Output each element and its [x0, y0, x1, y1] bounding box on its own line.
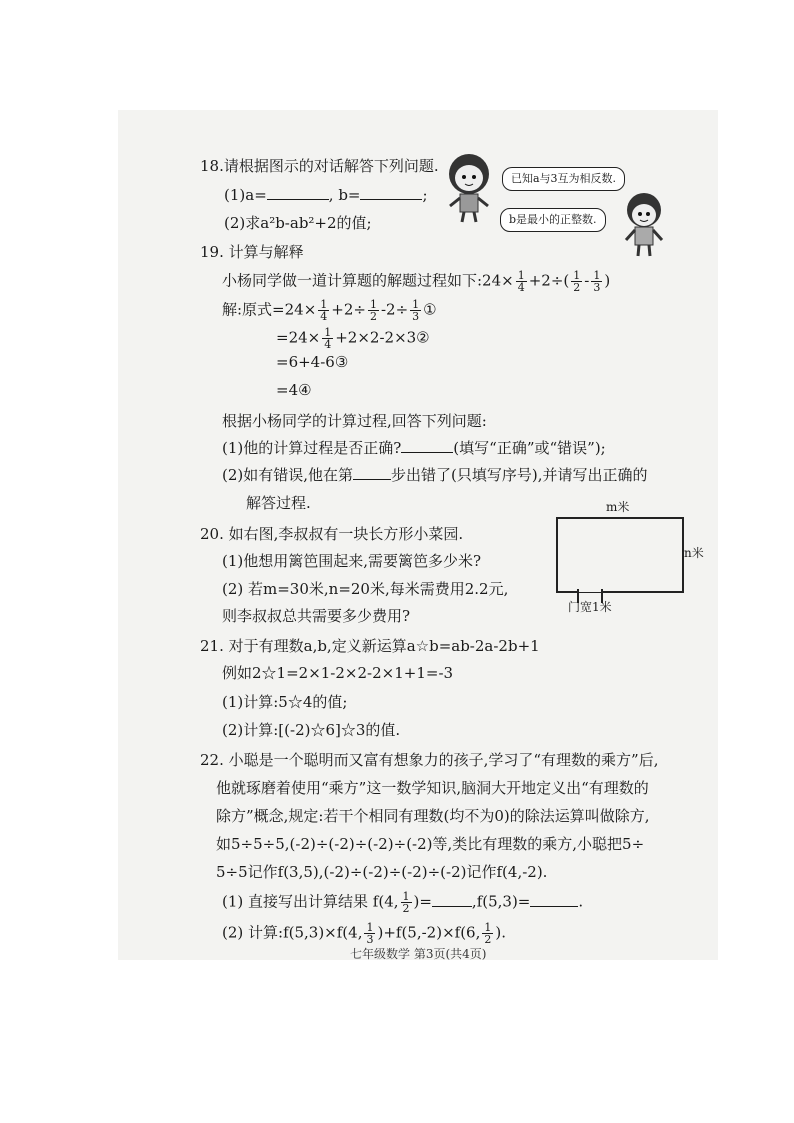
q19-step4: =4④ — [276, 381, 312, 399]
q22-line3: 除方”概念,规定:若干个相同有理数(均不为0)的除法运算叫做除方, — [216, 807, 650, 825]
q19-blank-1 — [401, 438, 453, 453]
page-footer: 七年级数学 第3页(共4页) — [350, 947, 487, 961]
q22-blank-2 — [530, 892, 578, 907]
q19-title: 19. 计算与解释 — [200, 243, 304, 261]
q20-part2: (2) 若m=30米,n=20米,每米需费用2.2元, — [222, 580, 509, 598]
speech-bubble-boy: b是最小的正整数. — [500, 208, 606, 232]
speech-bubble-girl: 已知a与3互为相反数. — [502, 167, 625, 191]
boy-cartoon-icon — [622, 190, 666, 258]
q19-step1: 解:原式=24× $\frac{1}{4}$ +2÷ $\frac{1}{2}$ -2÷ $\frac{1}{3}$ ① — [222, 298, 437, 323]
q21-part1: (1)计算:5☆4的值; — [222, 693, 348, 711]
q19-step2: =24× $\frac{1}{4}$ +2×2-2×3② — [276, 326, 430, 351]
q22-line2: 他就琢磨着使用“乘方”这一数学知识,脑洞大开地定义出“有理数的 — [216, 779, 649, 797]
q19-intro: 小杨同学做一道计算题的解题过程如下:24× $\frac{1}{4}$ +2÷( $\frac{1}{2}$ - $\frac{1}{3}$ ) — [222, 269, 611, 294]
q19-part2: (2)如有错误,他在第 步出错了(只填写序号),并请写出正确的 — [222, 466, 648, 484]
q22-part1: (1) 直接写出计算结果 f(4, $\frac{1}{2}$ )= ,f(5,3)= . — [222, 890, 584, 915]
q21-example: 例如2☆1=2×1-2×2-2×1+1=-3 — [222, 664, 454, 682]
girl-cartoon-icon — [444, 150, 494, 224]
garden-rectangle-figure — [556, 517, 684, 593]
q19-part1: (1)他的计算过程是否正确? (填写“正确”或“错误”); — [222, 439, 606, 457]
q19-step3: =6+4-6③ — [276, 353, 349, 371]
q22-line4: 如5÷5÷5,(-2)÷(-2)÷(-2)÷(-2)等,类比有理数的乘方,小聪把5÷ — [216, 835, 645, 853]
q22-part2: (2) 计算:f(5,3)×f(4, $\frac{1}{3}$ )+f(5,-2)×f(6, $\frac{1}{2}$ ). — [222, 921, 506, 946]
q18-blank-a — [267, 185, 329, 200]
garden-label-n: n米 — [684, 546, 704, 560]
q18-part2: (2)求a²b-ab²+2的值; — [224, 214, 372, 232]
q20-part3: 则李叔叔总共需要多少费用? — [222, 607, 411, 625]
q19-blank-2 — [353, 465, 391, 480]
q21-title: 21. 对于有理数a,b,定义新运算a☆b=ab-2a-2b+1 — [200, 637, 540, 655]
q22-line5: 5÷5记作f(3,5),(-2)÷(-2)÷(-2)÷(-2)记作f(4,-2). — [216, 863, 548, 881]
q19-part2-cont: 解答过程. — [246, 494, 311, 512]
q18-blank-b — [360, 185, 422, 200]
q22-line1: 22. 小聪是一个聪明而又富有想象力的孩子,学习了“有理数的乘方”后, — [200, 751, 659, 769]
garden-gate-gap — [577, 584, 601, 592]
q20-part1: (1)他想用篱笆围起来,需要篱笆多少米? — [222, 552, 482, 570]
q18-title: 18.请根据图示的对话解答下列问题. — [200, 157, 439, 175]
garden-label-gate: 门宽1米 — [568, 600, 612, 614]
q18-part1: (1)a= , b= ; — [224, 186, 428, 204]
q21-part2: (2)计算:[(-2)☆6]☆3的值. — [222, 721, 401, 739]
q20-title: 20. 如右图,李叔叔有一块长方形小菜园. — [200, 525, 464, 543]
q19-ask: 根据小杨同学的计算过程,回答下列问题: — [222, 412, 487, 430]
q22-blank-1 — [432, 892, 472, 907]
garden-label-m: m米 — [606, 500, 630, 514]
